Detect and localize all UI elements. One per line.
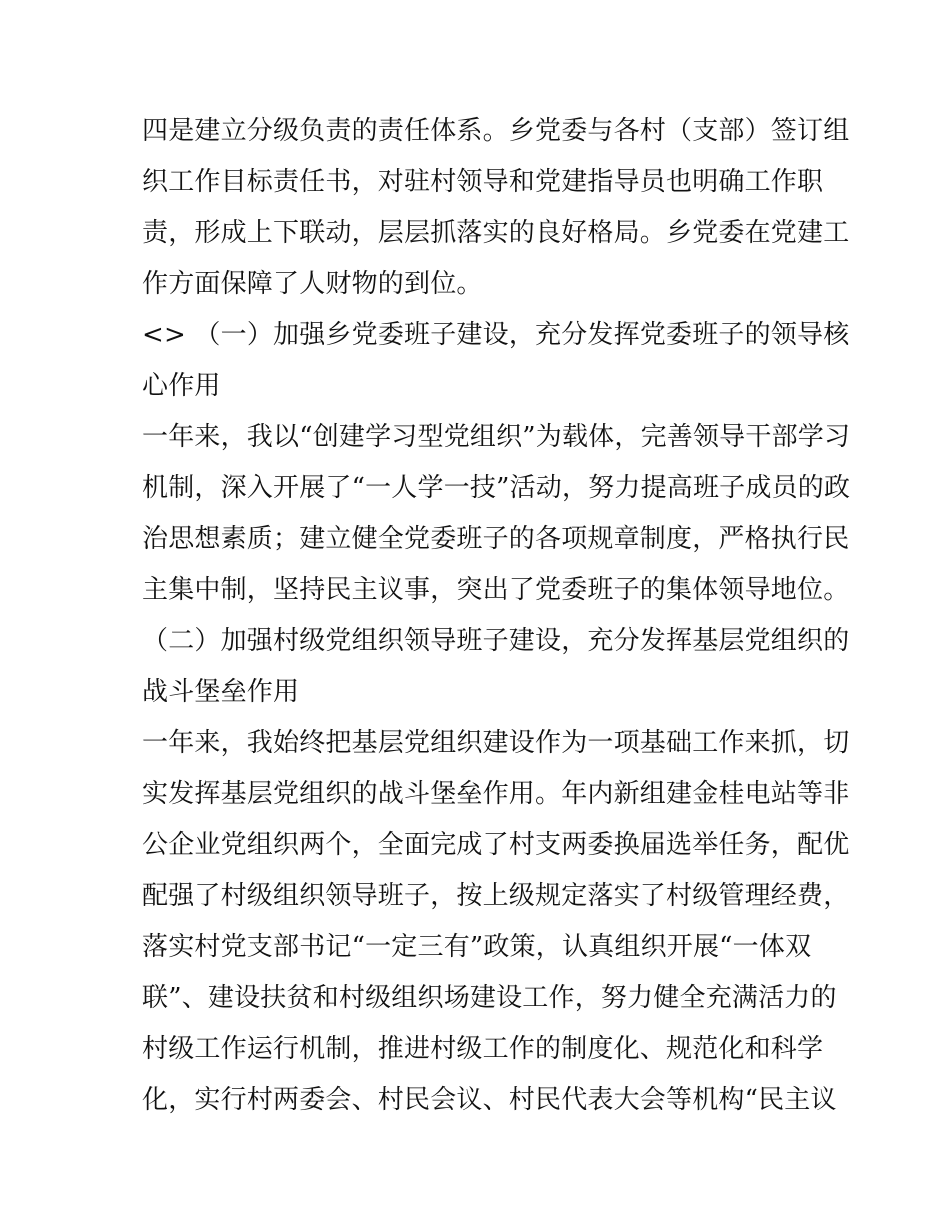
text-line: 责，形成上下联动，层层抓落实的良好格局。乡党委在党建工 xyxy=(142,218,850,248)
text-line: 四是建立分级负责的责任体系。乡党委与各村（支部）签订组 xyxy=(142,116,850,146)
text-line: 实发挥基层党组织的战斗堡垒作用。年内新组建金桂电站等非 xyxy=(142,779,850,809)
text-line: 机制，深入开展了“一人学一技”活动，努力提高班子成员的政 xyxy=(142,473,851,503)
text-line: 治思想素质；建立健全党委班子的各项规章制度，严格执行民 xyxy=(142,524,850,554)
text-line: 联”、建设扶贫和村级组织场建设工作，努力健全充满活力的 xyxy=(142,983,837,1013)
text-line: 一年来，我始终把基层党组织建设作为一项基础工作来抓，切 xyxy=(142,728,850,758)
text-line: 作方面保障了人财物的到位。 xyxy=(142,269,483,299)
text-line: 配强了村级组织领导班子，按上级规定落实了村级管理经费， xyxy=(142,881,850,911)
text-line: 一年来，我以“创建学习型党组织”为载体，完善领导干部学习 xyxy=(142,422,851,452)
section-heading: 战斗堡垒作用 xyxy=(142,677,300,707)
text-line: 主集中制，坚持民主议事，突出了党委班子的集体领导地位。 xyxy=(142,575,850,605)
body-text xyxy=(142,106,851,1126)
section-heading: 心作用 xyxy=(142,371,221,401)
text-line: 公企业党组织两个，全面完成了村支两委换届选举任务，配优 xyxy=(142,830,850,860)
text-line: 落实村党支部书记“一定三有”政策，认真组织开展“一体双 xyxy=(142,932,812,962)
section-heading: （二）加强村级党组织领导班子建设，充分发挥基层党组织的 xyxy=(142,626,850,656)
text-line: 织工作目标责任书，对驻村领导和党建指导员也明确工作职 xyxy=(142,167,824,197)
text-line: 村级工作运行机制，推进村级工作的制度化、规范化和科学 xyxy=(142,1034,824,1064)
text-line: 化，实行村两委会、村民会议、村民代表大会等机构“民主议 xyxy=(142,1085,837,1115)
section-heading: <> （一）加强乡党委班子建设，充分发挥党委班子的领导核 xyxy=(142,320,850,350)
